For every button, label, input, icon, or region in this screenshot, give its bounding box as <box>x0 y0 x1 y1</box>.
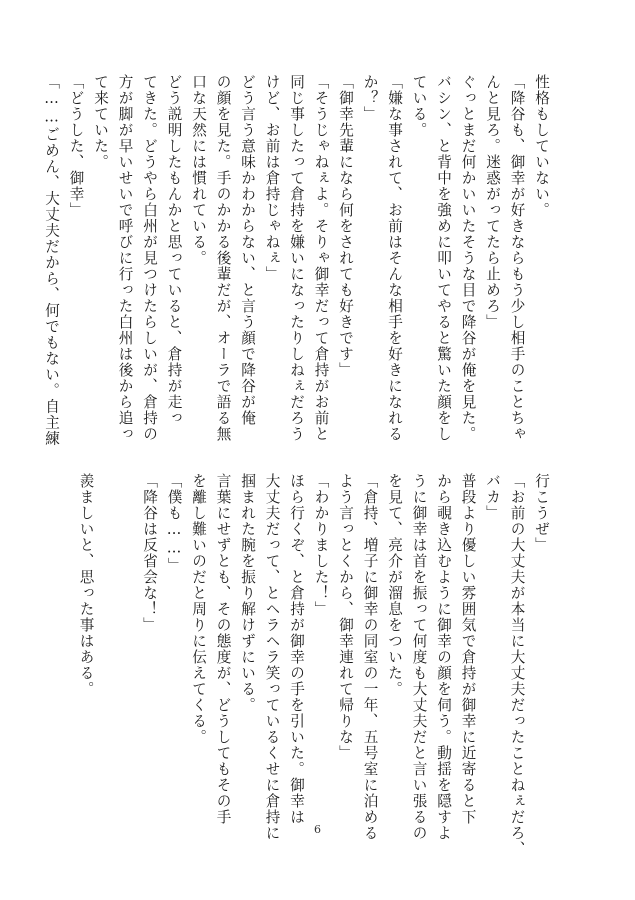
text-line: 「そうじゃねぇよ。そりゃ御幸だって倉持がお前と <box>312 74 330 442</box>
text-line: 「お前の大丈夫が本当に大丈夫だったことねぇだろ、 <box>508 473 526 857</box>
blank-line <box>117 473 137 813</box>
text-line: 「嫌な事されて、お前はそんな相手を好きになれる <box>386 74 403 442</box>
text-line: ている。 <box>410 74 428 138</box>
text-line: 「降谷は反省会な！」 <box>141 473 158 633</box>
text-line: てきた。どうやら白州が見つけたらしいが、倉持の <box>141 74 158 442</box>
text-line: を見て、亮介が溜息をついた。 <box>386 473 403 697</box>
blank-line <box>98 473 118 813</box>
text-line: 「わかりました！」 <box>312 473 330 617</box>
top-text-block <box>43 74 553 447</box>
text-line: 言葉にせずとも、その態度が、どうしてもその手 <box>214 473 232 825</box>
text-line: 方が脚が早いせいで呼びに行った白州は後から追っ <box>116 74 134 442</box>
text-line: バシン、と背中を強めに叩いてやると驚いた顔をし <box>435 74 452 442</box>
text-line: 羨ましいと、思った事はある。 <box>77 473 95 697</box>
text-line: 「どうした、御幸」 <box>67 74 85 218</box>
text-line: ほら行くぞ、と倉持が御幸の手を引いた。御幸は <box>288 473 305 825</box>
text-line: 掴まれた腕を振り解けずにいる。 <box>239 473 256 713</box>
text-line: 「降谷も、御幸が好きならもう少し相手のことちゃ <box>508 74 526 442</box>
text-line: 「倉持、増子に御幸の同室の一年、五号室に泊める <box>361 473 379 841</box>
text-line: 同じ事したって倉持を嫌いになったりしねぇだろう <box>288 74 305 442</box>
text-line: 「……ごめん、大丈夫だから、何でもない。自主練 <box>43 74 60 447</box>
text-line: 大丈夫だって、とヘラヘラ笑っているくせに倉持に <box>263 473 281 841</box>
text-line: うに御幸は首を振って何度も大丈夫だと言い張るの <box>410 473 428 841</box>
text-line: 「御幸先輩になら何をされても好きです」 <box>337 74 354 378</box>
text-line: ぐっとまだ何かいいたそうな目で降谷が俺を見た。 <box>459 74 477 442</box>
text-line: よう言っとくから、御幸連れて帰りな」 <box>337 473 354 761</box>
text-line: の顔を見た。手のかかる後輩だが、オーラで語る無 <box>214 74 232 442</box>
text-line: 「僕も……」 <box>165 473 183 574</box>
text-line: 行こうぜ」 <box>533 473 550 553</box>
text-line: を離し難いのだと周りに伝えてくる。 <box>190 473 207 745</box>
text-line: から覗き込むように御幸の顔を伺う。動揺を隠すよ <box>435 473 452 841</box>
text-line: 口な天然には慣れている。 <box>190 74 207 266</box>
text-line: バカ」 <box>484 473 501 521</box>
text-line: 普段より優しい雰囲気で倉持が御幸に近寄ると下 <box>459 473 477 825</box>
text-line: 性格もしていない。 <box>533 74 550 218</box>
page-number: 6 <box>314 823 321 836</box>
text-line: て来ていた。 <box>92 74 109 170</box>
text-line: か？」 <box>361 74 379 122</box>
text-line: んと見ろ。迷惑がってたら止めろ」 <box>484 74 501 330</box>
bottom-text-block <box>73 473 553 857</box>
text-line: どう説明したもんかと思っていると、倉持が走っ <box>165 74 183 426</box>
text-line: どう言う意味かわからない、と言う顔で降谷が俺 <box>239 74 256 426</box>
text-line: けど、お前は倉持じゃねぇ」 <box>263 74 281 282</box>
